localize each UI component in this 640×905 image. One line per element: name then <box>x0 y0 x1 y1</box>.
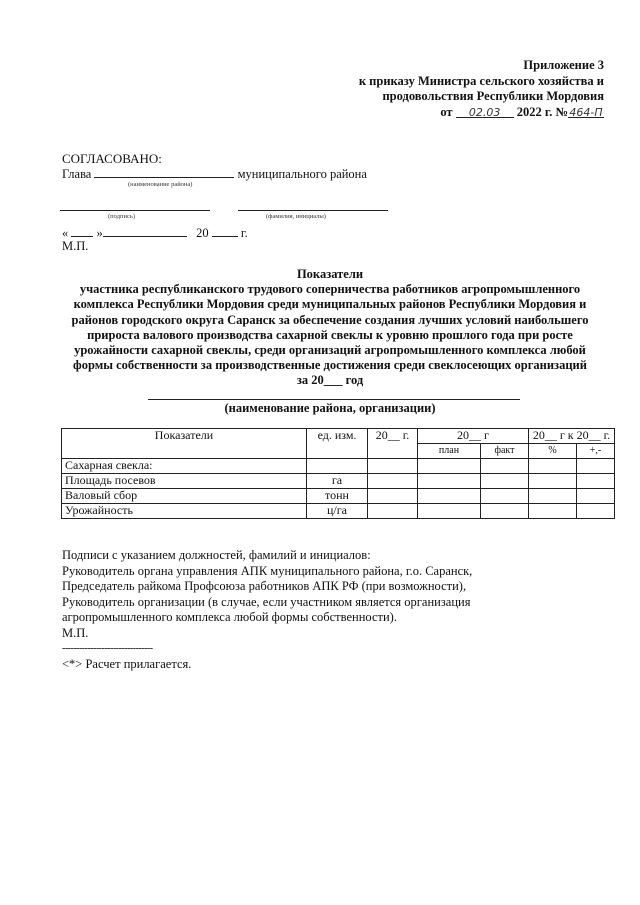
order-line-1: к приказу Министра сельского хозяйства и <box>358 73 604 88</box>
name-line <box>238 210 388 211</box>
row-unit: ц/га <box>307 504 368 519</box>
title-line: участника республиканского трудового соперничества работников агропромышленного <box>79 282 581 297</box>
row-name: Валовый сбор <box>62 489 307 504</box>
appendix-header <box>359 58 604 120</box>
table-row <box>62 474 615 489</box>
indicators-table <box>61 428 615 519</box>
table-row <box>62 489 615 504</box>
title-line: формы собственности за производственные достижения среди свеклосеющих организаций <box>73 358 587 373</box>
signatures-block <box>62 548 472 673</box>
row-unit: тонн <box>307 489 368 504</box>
col-indicators: Показатели <box>62 429 307 459</box>
title-line: урожайности сахарной свеклы, среди организаций агропромышленного комплекса любой <box>74 343 586 358</box>
agreed-label: СОГЛАСОВАНО: <box>62 151 162 166</box>
district-caption: (наименование района) <box>128 181 193 188</box>
sub-fact: факт <box>481 444 529 459</box>
org-line <box>148 399 520 400</box>
sub-plusminus: +,- <box>577 444 615 459</box>
title-line: прироста валового производства сахарной свеклы к уровню прошлого года при росте <box>87 327 573 342</box>
row-name: Урожайность <box>62 504 307 519</box>
table-row <box>62 504 615 519</box>
signatures-line: Руководитель органа управления АПК муниципального района, г.о. Саранск, <box>62 563 473 578</box>
signatures-line: М.П. <box>62 625 89 640</box>
date-fill-line: « » 20 г. <box>62 226 248 240</box>
document-title <box>60 267 600 389</box>
row-name: Сахарная свекла: <box>62 459 307 474</box>
table-row <box>62 459 615 474</box>
sub-plan: план <box>418 444 481 459</box>
signature-line <box>60 210 210 211</box>
sub-percent: % <box>529 444 577 459</box>
footnote: <*> Расчет прилагается. <box>62 657 192 671</box>
col-year1: 20__ г. <box>368 429 418 459</box>
signatures-line: агропромышленного комплекса любой формы собственности). <box>62 610 397 624</box>
stamp-label: М.П. <box>62 239 89 253</box>
name-caption: (фамилия, инициалы) <box>266 213 326 220</box>
row-unit <box>307 459 368 474</box>
order-line-2: продовольствия Республики Мордовия <box>382 89 604 103</box>
col-compare: 20__ г к 20__ г. <box>529 429 615 444</box>
signatures-line: Подписи с указанием должностей, фамилий и инициалов: <box>62 548 371 562</box>
col-year2: 20__ г <box>418 429 529 444</box>
title-line: за 20___ год <box>296 373 364 388</box>
head-line: Глава муниципального района <box>62 167 367 181</box>
title-heading: Показатели <box>296 267 364 281</box>
signatures-line: Председатель райкома Профсоюза работников АПК РФ (при возможности), <box>62 579 467 593</box>
signature-caption: (подпись) <box>108 213 135 220</box>
row-name: Площадь посевов <box>62 474 307 489</box>
handwritten-date: 02.03 <box>468 105 501 119</box>
table-header-row <box>62 429 615 444</box>
footnote-separator: -------------------------------- <box>62 643 153 654</box>
org-caption: (наименование района, организации) <box>224 401 436 415</box>
title-line: комплекса Республики Мордовия среди муниципальных районов Республики Мордовия и <box>73 297 587 312</box>
handwritten-number: 464-П <box>569 105 603 119</box>
row-unit: га <box>307 474 368 489</box>
title-line: районов городского округа Саранск за обеспечение создания лучших условий наибольшего <box>71 312 589 327</box>
appendix-number: Приложение 3 <box>523 58 604 72</box>
col-unit: ед. изм. <box>307 429 368 459</box>
order-date-line: от 02.03 2022 г. №464-П <box>440 104 603 119</box>
signatures-line: Руководитель организации (в случае, если участником является организация <box>62 594 471 609</box>
